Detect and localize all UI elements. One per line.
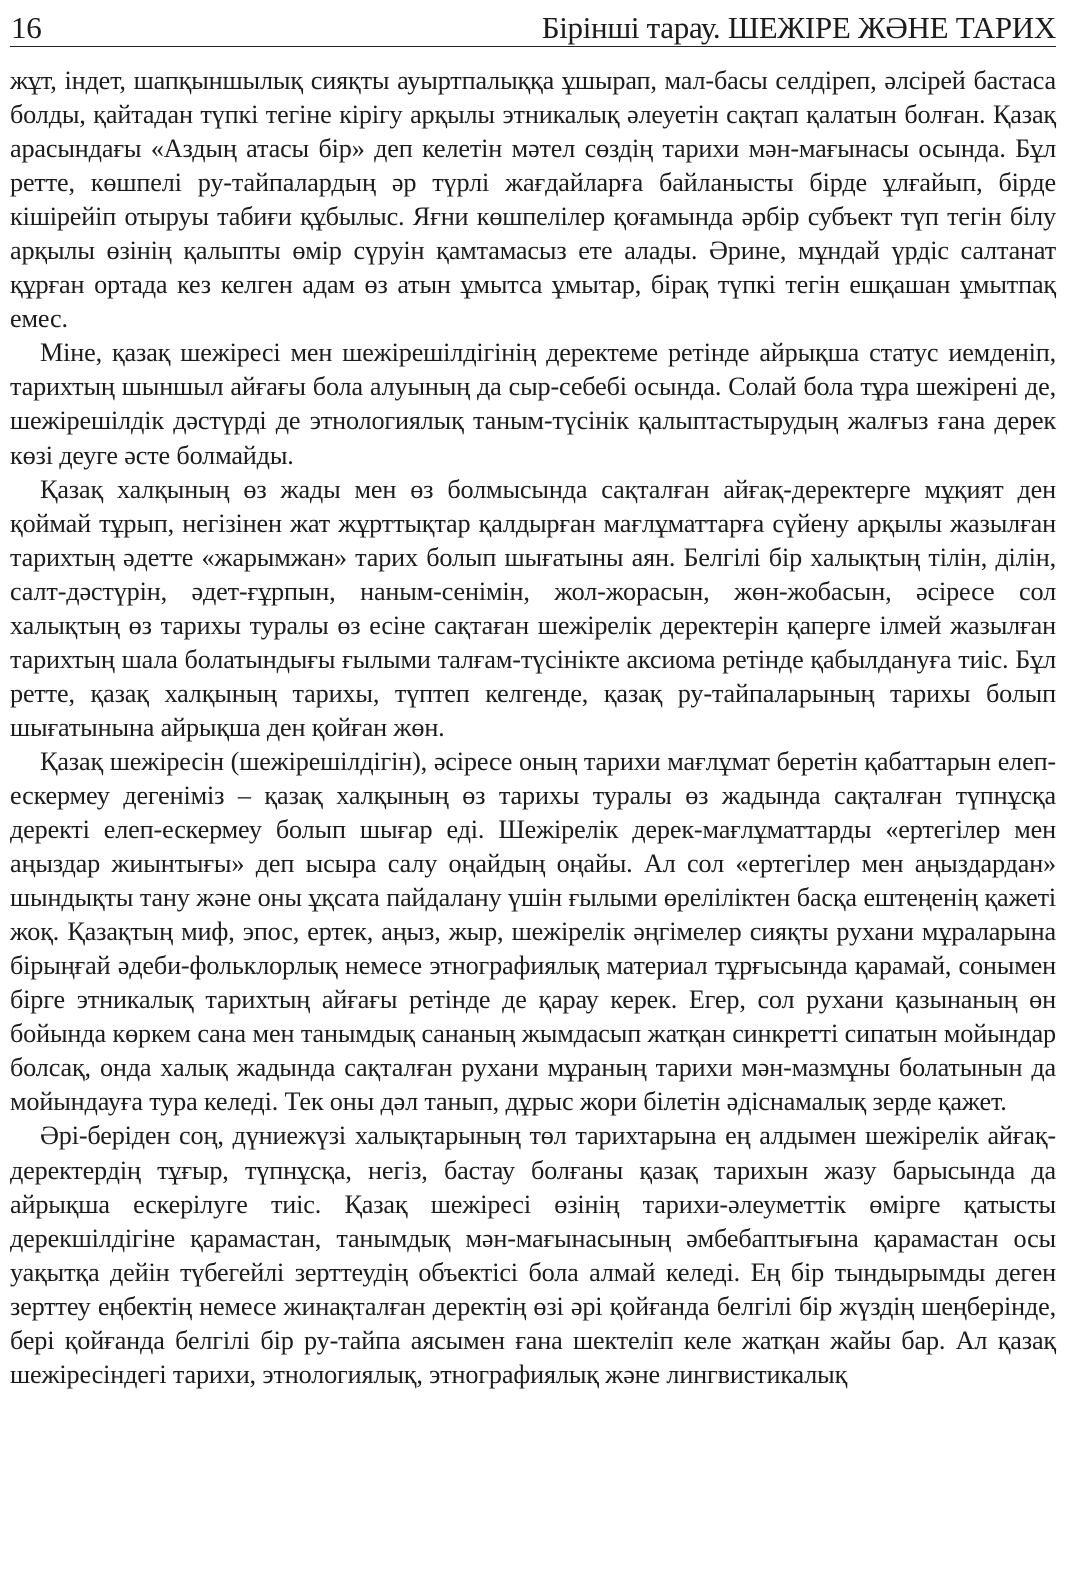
book-page <box>10 0 1056 1594</box>
chapter-title: Бірінші тарау. ШЕЖІРЕ ЖӘНЕ ТАРИХ <box>541 10 1056 45</box>
paragraph: Әрі-беріден соң, дүниежүзі халықтарының төл тарихтарына ең алдымен шежірелік айғақ-деректердің тұғыр, түпнұсқа, негіз, бастау болғаны қазақ тарихын жазу барысында да айрықша ескерілуге тиіс. Қазақ шежіресі өзінің тарихи-әлеуметтік өмірге қатысты дерекшілдігіне қарамастан, танымдық мән-мағынасының әмбебаптығына қарамастан осы уақытқа дейін түбегейлі зерттеудің объектісі бола алмай келеді. Ең бір тындырымды деген зерттеу еңбектің немесе жинақталған деректің өзі әрі қойғанда белгілі бір жүздің шеңберінде, бері қойғанда белгілі бір ру-тайпа аясымен ғана шектеліп келе жатқан жайы бар. Ал қазақ шежіресіндегі тарихи, этнологиялық, этнографиялық және лингвистикалық <box>10 1121 1056 1389</box>
paragraph: Қазақ халқының өз жады мен өз болмысында сақталған айғақ-деректерге мұқият ден қоймай тұрып, негізінен жат жұрттықтар қалдырған мағлұматтарға сүйену арқылы жазылған тарихтың әдетте «жарымжан» тарих болып шығатыны аян. Белгілі бір халықтың тілін, ділін, салт-дәстүрін, әдет-ғұрпын, наным-сенімін, жол-жорасын, жөн-жобасын, әсіресе сол халықтың өз тарихы туралы өз есіне сақтаған шежірелік деректерін қаперге ілмей жазылған тарихтың шала болатындығы ғылыми талғам-түсінікте аксиома ретінде қабылдануға тиіс. Бұл ретте, қазақ халқының тарихы, түптеп келгенде, қазақ ру-тайпаларының тарихы болып шығатынына айрықша ден қойған жөн. <box>10 474 1056 742</box>
paragraph: жұт, індет, шапқыншылық сияқты ауыртпалыққа ұшырап, мал-басы селдіреп, әлсірей бастаса болды, қайтадан түпкі тегіне кірігу арқылы этникалық әлеуетін сақтап қалатын болған. Қазақ арасындағы «Аздың атасы бір» деп келетін мәтел сөздің тарихи мән-мағынасы осында. Бұл ретте, көшпелі ру-тайпалардың әр түрлі жағдайларға байланысты бірде ұлғайып, бірде кішірейіп отыруы табиғи құбылыс. Яғни көшпелілер қоғамында әрбір субъект түп тегін білу арқылы өзінің қалыпты өмір сүруін қамтамасыз ете алады. Әрине, мұндай үрдіс салтанат құрған ортада кез келген адам өз атын ұмытса ұмытар, бірақ түпкі тегін ешқашан ұмытпақ емес. <box>10 66 1056 334</box>
page-number: 16 <box>11 10 42 45</box>
running-header <box>10 8 1056 47</box>
body-text <box>10 64 1056 1392</box>
paragraph: Міне, қазақ шежіресі мен шежірешілдігінің деректеме ретінде айрықша статус иемденіп, тарихтың шыншыл айғағы бола алуының да сыр-себебі осында. Солай бола тұра шежірені де, шежірешілдік дәстүрді де этнологиялық таным-түсінік қалыптастырудың жалғыз ғана дерек көзі деуге әсте болмайды. <box>10 338 1056 470</box>
paragraph: Қазақ шежіресін (шежірешілдігін), әсіресе оның тарихи мағлұмат беретін қабаттарын елеп-ескермеу дегеніміз – қазақ халқының өз тарихы туралы өз жадында сақталған түпнұсқа деректі елеп-ескермеу болып шығар еді. Шежірелік дерек-мағлұматтарды «ертегілер мен аңыздар жиынтығы» деп ысыра салу оңайдың оңайы. Ал сол «ертегілер мен аңыздардан» шындықты тану және оны ұқсата пайдалану үшін ғылыми өреліліктен басқа ештеңенің қажеті жоқ. Қазақтың миф, эпос, ертек, аңыз, жыр, шежірелік әңгімелер сияқты рухани мұраларына бірыңғай әдеби-фольклорлық немесе этнографиялық материал тұрғысында қарамай, сонымен бірге этникалық тарихтың айғағы ретінде де қарау керек. Егер, сол рухани қазынаның өн бойында көркем сана мен танымдық сананың жымдасып жатқан синкретті сипатын мойындар болсақ, онда халық жадында сақталған рухани мұраның тарихи мән-мазмұны болатынын да мойындауға тура келеді. Тек оны дәл танып, дұрыс жори білетін әдіснамалық зерде қажет. <box>10 746 1056 1117</box>
